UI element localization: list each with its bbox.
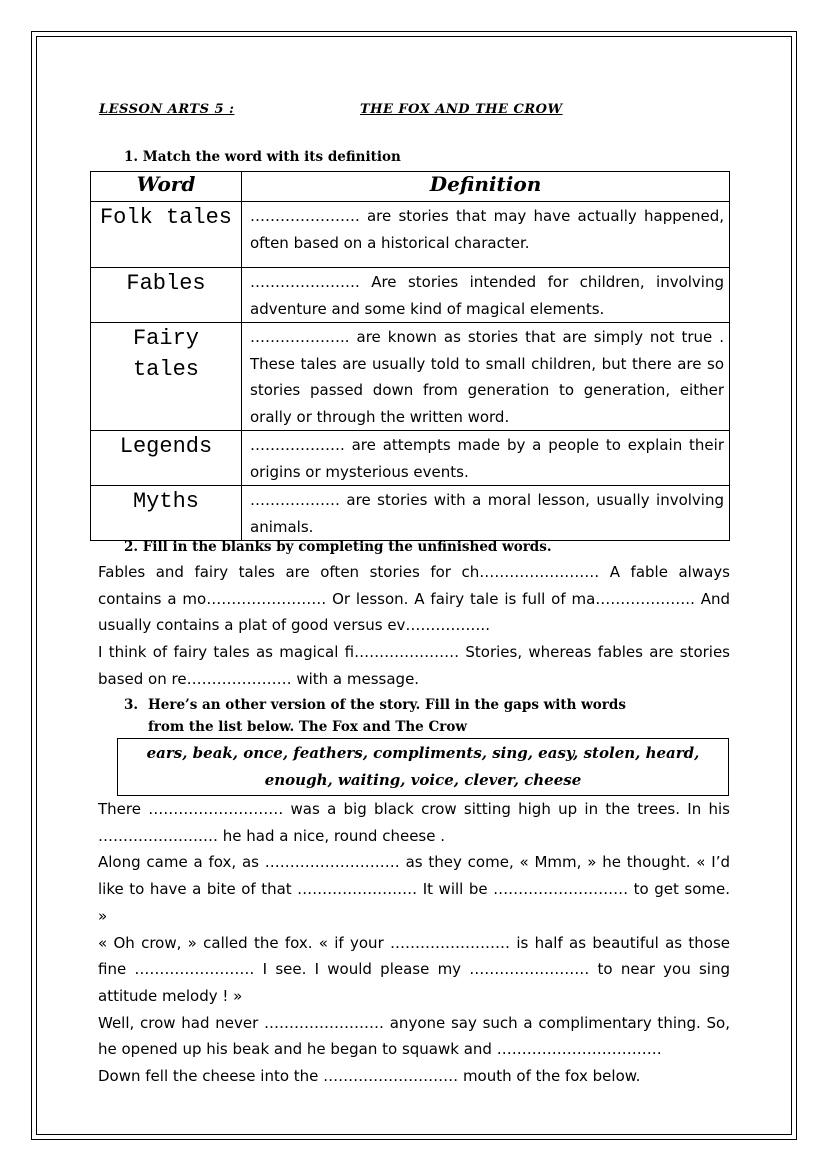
paragraph: Down fell the cheese into the ……………………… mouth of the fox below. bbox=[98, 1067, 641, 1086]
story-text bbox=[98, 796, 730, 1090]
question-3-title bbox=[124, 694, 734, 738]
table-row bbox=[91, 431, 730, 486]
table-row bbox=[91, 202, 730, 268]
question-2-text bbox=[98, 559, 730, 693]
paragraph: Along came a fox, as ……………………… as they come, « Mmm, » he thought. « I’d like to have a bite of that …………………… It will be ……………………… to get some. » bbox=[98, 853, 730, 925]
word-cell: Legends bbox=[91, 431, 242, 486]
question-3-number: 3. bbox=[124, 697, 139, 713]
lesson-label: LESSON ARTS 5 : bbox=[99, 102, 235, 117]
word-list-box: ears, beak, once, feathers, compliments, sing, easy, stolen, heard, enough, waiting, voice, clever, cheese bbox=[117, 738, 729, 796]
table-header-row bbox=[91, 172, 730, 202]
page-title: THE FOX AND THE CROW bbox=[360, 102, 563, 117]
matching-table bbox=[90, 171, 730, 541]
column-header-definition: Definition bbox=[242, 172, 730, 202]
question-3-title-line-2: from the list below. The Fox and The Crow bbox=[148, 719, 467, 735]
question-1-title: 1. Match the word with its definition bbox=[124, 149, 401, 165]
paragraph: Fables and fairy tales are often stories for ch…………………… A fable always contains a mo…………………… Or lesson. A fairy tale is full of ma……………….. And usually contains a plat of good versus ev…………….. bbox=[98, 563, 730, 635]
word-cell: Fairy tales bbox=[91, 323, 242, 431]
definition-cell: ……………….. are known as stories that are simply not true . These tales are usually told to small children, but there are so stories passed down from generation to generation, either orally or through the written word. bbox=[242, 323, 730, 431]
table-row bbox=[91, 323, 730, 431]
paragraph: Well, crow had never …………………… anyone say such a complimentary thing. So, he opened up his beak and he began to squawk and …………………………… bbox=[98, 1013, 730, 1059]
column-header-word: Word bbox=[91, 172, 242, 202]
definition-cell: …………………. are stories that may have actually happened, often based on a historical character. bbox=[242, 202, 730, 268]
word-cell: Myths bbox=[91, 486, 242, 541]
question-2-title: 2. Fill in the blanks by completing the unfinished words. bbox=[124, 539, 552, 555]
question-3-title-line-1: Here’s an other version of the story. Fill in the gaps with words bbox=[148, 697, 626, 713]
paragraph: There ……………………… was a big black crow sitting high up in the trees. In his …………………… he had a nice, round cheese . bbox=[98, 800, 730, 845]
table-row bbox=[91, 268, 730, 323]
word-cell: Folk tales bbox=[91, 202, 242, 268]
definition-cell: …………………. Are stories intended for children, involving adventure and some kind of magical elements. bbox=[242, 268, 730, 323]
definition-cell: ……………… are stories with a moral lesson, usually involving animals. bbox=[242, 486, 730, 541]
paragraph: « Oh crow, » called the fox. « if your …………………… is half as beautiful as those fine …………………… I see. I would please my …………………… to near you sing attitude melody ! » bbox=[98, 933, 730, 1005]
table-row bbox=[91, 486, 730, 541]
word-cell: Fables bbox=[91, 268, 242, 323]
definition-cell: ………………. are attempts made by a people to explain their origins or mysterious events. bbox=[242, 431, 730, 486]
paragraph: I think of fairy tales as magical fi………………… Stories, whereas fables are stories based on re………………… with a message. bbox=[98, 643, 730, 688]
